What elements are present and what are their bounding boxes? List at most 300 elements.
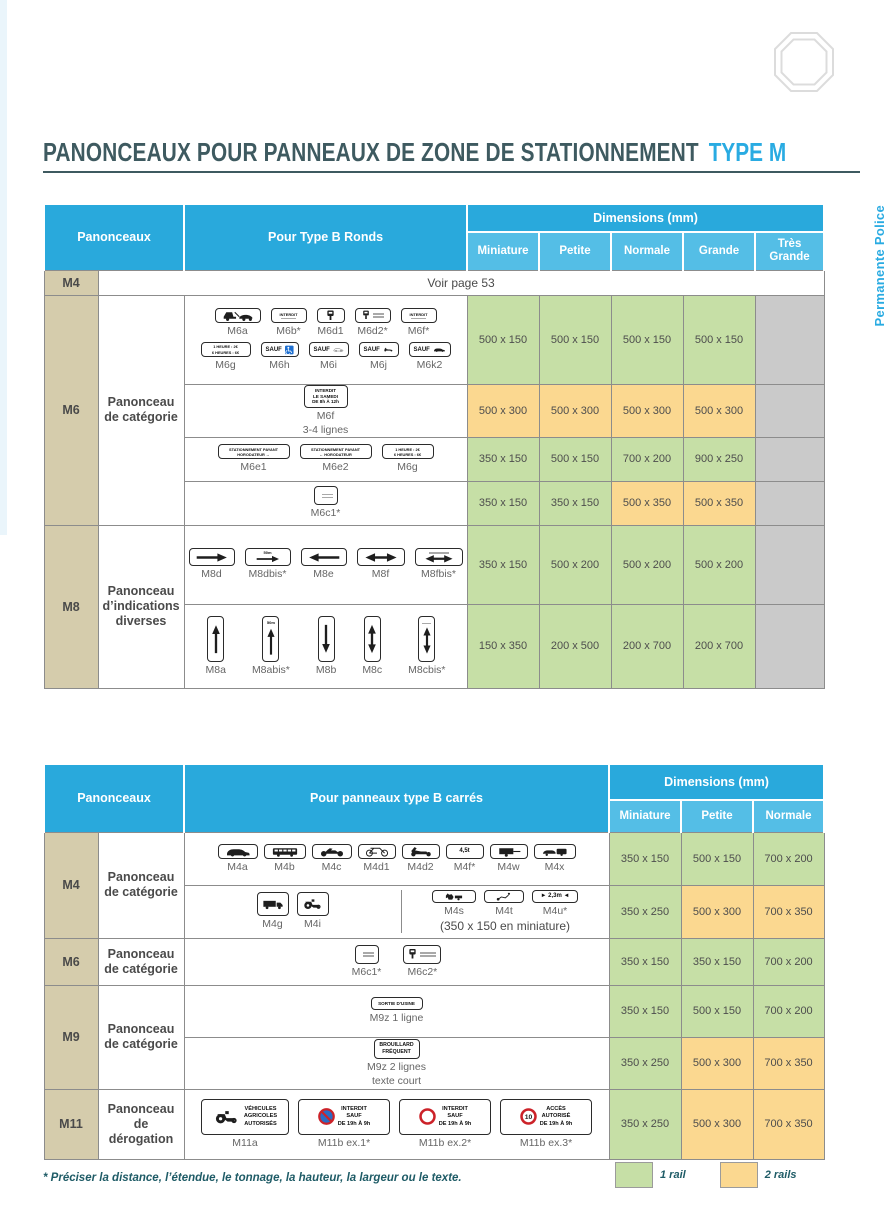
- dim-tres-grande-empty: [755, 525, 824, 604]
- sign-label: M6j: [370, 359, 387, 371]
- sign-m6j: [359, 342, 399, 371]
- fine-print: [411, 318, 426, 320]
- dim-normale: 700 x 200: [753, 832, 824, 885]
- sign-label: M4c: [321, 860, 342, 873]
- dim-petite: 500 x 300: [681, 885, 753, 938]
- interdit-text: INTERDIT: [410, 312, 428, 320]
- sign-m4x: [534, 844, 576, 873]
- tractor-icon: [302, 897, 324, 911]
- signs-m4-row2-right: [402, 890, 609, 932]
- sign-m11b-ex2: [399, 1099, 491, 1149]
- sign-m6f-small: [401, 308, 437, 337]
- arrow-double-vertical-icon: [367, 621, 377, 657]
- sign-m4u: [532, 890, 578, 917]
- row-m4-voir: [44, 270, 824, 295]
- sign-m4i-badge: [297, 892, 329, 916]
- side-tab-permanente-police: Permanente Police: [872, 205, 887, 327]
- sign-m6c1-badge: [355, 945, 379, 964]
- sign-m8a: [206, 616, 226, 676]
- stationnement-payant-text: STATIONNEMENT PAYANT ← HORODATEUR: [311, 446, 361, 457]
- brouillard-text: BROUILLARD FRÉQUENT: [379, 1042, 414, 1055]
- sign-m4c-badge: [312, 844, 352, 859]
- sign-m8cbis-badge: [418, 616, 435, 662]
- row-m9-1: [44, 985, 824, 1037]
- title-underline: [43, 171, 860, 173]
- sign-m6c1: [185, 486, 467, 519]
- arrow-up-icon: [211, 621, 221, 657]
- sign-m6g: [201, 342, 251, 371]
- sign-m6b: [271, 308, 307, 337]
- sign-m6g2-badge: [382, 444, 434, 459]
- desc-m11: Panonceau de dérogation: [98, 1089, 184, 1159]
- prohibition-ring-icon: [419, 1108, 436, 1125]
- header-size-petite: Petite: [681, 800, 753, 832]
- sign-label: M11b ex.2*: [418, 1136, 472, 1149]
- signs-m6e: [184, 437, 467, 481]
- header-dimensions: Dimensions (mm): [467, 204, 824, 232]
- sign-m4b-badge: [264, 844, 306, 859]
- trailer-icon: [496, 846, 522, 857]
- page-title: [43, 137, 786, 168]
- tow-truck-icon: [220, 309, 256, 322]
- car-icon: [433, 346, 446, 353]
- legend-label-1rail: 1 rail: [660, 1169, 686, 1181]
- sign-m6f-badge: [304, 385, 348, 408]
- pushed-machine-icon: [491, 892, 517, 901]
- dim-tres-grande-empty: [755, 384, 824, 437]
- code-m6: M6: [44, 295, 98, 525]
- svg-text:10: 10: [524, 1114, 532, 1122]
- sign-label: M8cbis*: [408, 663, 446, 676]
- interdit-text: INTERDIT: [280, 312, 298, 320]
- sign-label: M4t: [495, 905, 513, 918]
- sign-label: M6b*: [276, 324, 301, 337]
- sign-m6e2-badge: [300, 444, 372, 459]
- table-type-b-ronds: [43, 203, 825, 689]
- dim-normale: 700 x 350: [753, 885, 824, 938]
- sign-m4f: [446, 844, 484, 873]
- sign-label: M6g: [215, 359, 236, 371]
- header-size-miniature: Miniature: [609, 800, 681, 832]
- signs-m4-row2: [184, 885, 609, 938]
- dim-normale: 500 x 200: [611, 525, 683, 604]
- sign-label: M4s: [444, 905, 464, 918]
- dim-normale: 500 x 150: [611, 295, 683, 384]
- dim-grande: 900 x 250: [683, 437, 755, 481]
- sign-m4w-badge: [490, 844, 528, 859]
- signs-m8-horizontal: [184, 525, 467, 604]
- sign-m9z1-badge: [371, 997, 423, 1010]
- desc-m4: Panonceau de catégorie: [98, 832, 184, 938]
- dim-miniature: 350 x 150: [609, 832, 681, 885]
- bus-icon: [269, 846, 301, 857]
- dim-normale: 500 x 350: [611, 481, 683, 525]
- tarif-text: 1 HEURE : 2€ 6 HEURES : 6€: [211, 344, 240, 355]
- arrow-right-icon: [194, 552, 230, 563]
- sign-m6c2-badge: [403, 945, 441, 964]
- sign-m6d2-badge: [355, 308, 391, 323]
- dim-grande: 500 x 300: [683, 384, 755, 437]
- sign-m4s-badge: [432, 890, 476, 903]
- dim-miniature: 350 x 250: [609, 1089, 681, 1159]
- signs-m4-row2-left: [185, 890, 402, 932]
- sign-label: M11b ex.1*: [317, 1136, 371, 1149]
- signs-m6f: [184, 384, 467, 437]
- dim-petite: 500 x 200: [539, 525, 611, 604]
- sign-m8d: [189, 548, 235, 580]
- m11a-text: VÉHICULES AGRICOLES AUTORISÉS: [243, 1105, 278, 1127]
- sign-m9z-2-lignes: [185, 1039, 609, 1087]
- dim-petite: 500 x 150: [539, 295, 611, 384]
- sign-m9z2-badge: [374, 1039, 420, 1059]
- moped-icon: [408, 846, 434, 857]
- fine-print: [422, 623, 431, 625]
- sign-label: M4x: [544, 860, 565, 873]
- sign-m4f-badge: [446, 844, 484, 859]
- sign-m8dbis-badge: [245, 548, 291, 566]
- sign-label: M11a: [232, 1136, 258, 1149]
- stationnement-payant-text: STATIONNEMENT PAYANT HORODATEUR →: [229, 446, 279, 457]
- sign-label: M9z 1 ligne: [369, 1012, 424, 1025]
- dim-tres-grande-empty: [755, 437, 824, 481]
- header-panonceaux: Panonceaux: [44, 204, 184, 270]
- sign-m4u-badge: [532, 890, 578, 903]
- dim-miniature: 500 x 300: [467, 384, 539, 437]
- dim-miniature: 350 x 250: [609, 1037, 681, 1089]
- dim-miniature: 350 x 150: [609, 938, 681, 985]
- page-title-main: PANONCEAUX POUR PANNEAUX DE ZONE DE STATIONNEMENT: [43, 137, 699, 167]
- sign-label: M6h: [269, 359, 290, 371]
- sign-m4a-badge: [218, 844, 258, 859]
- truck-icon: [262, 898, 284, 911]
- sign-m8abis: [252, 616, 290, 676]
- desc-m8: Panonceau d’indications diverses: [98, 525, 184, 688]
- sign-m4s: [432, 890, 476, 917]
- car-outline-icon: [333, 346, 344, 353]
- m4-note: Voir page 53: [98, 270, 824, 295]
- sign-m8c: [362, 616, 382, 676]
- sign-m6c1-badge: [314, 486, 338, 505]
- sign-label2: 3-4 lignes: [302, 424, 349, 437]
- arrow-right-icon: [251, 555, 285, 563]
- sign-label: M6f: [316, 410, 335, 423]
- dim-petite: 500 x 150: [539, 437, 611, 481]
- signs-m9z1: [184, 985, 609, 1037]
- sign-label: M6f*: [407, 324, 430, 337]
- m11b-ex3-text: ACCÈS AUTORISÉ DE 19h À 9h: [539, 1105, 573, 1127]
- fine-print: [322, 494, 333, 499]
- sign-label: M4b: [274, 860, 295, 873]
- dim-miniature: 350 x 250: [609, 885, 681, 938]
- sign-m8f: [357, 548, 405, 580]
- sign-m8c-badge: [364, 616, 381, 662]
- dim-miniature: 350 x 150: [467, 481, 539, 525]
- distance-text: 50m: [266, 619, 275, 625]
- sign-m8e: [301, 548, 347, 580]
- dim-petite: 500 x 300: [681, 1089, 753, 1159]
- row-m11: [44, 1089, 824, 1159]
- sign-m6j-badge: [359, 342, 399, 357]
- speed-limit-10-icon: [520, 1108, 537, 1125]
- header-panonceaux: Panonceaux: [44, 764, 184, 832]
- sign-label: M4u*: [542, 905, 568, 918]
- sign-label: M4d1: [363, 860, 390, 873]
- sign-m8b: [316, 616, 336, 676]
- miniature-note: (350 x 150 en miniature): [439, 918, 571, 933]
- dim-petite: 500 x 150: [681, 985, 753, 1037]
- code-m4: M4: [44, 832, 98, 938]
- dim-miniature: 350 x 150: [467, 525, 539, 604]
- sauf-text: SAUF: [363, 346, 380, 353]
- fine-print: [420, 952, 436, 957]
- interdit-samedi-text: INTERDIT LE SAMEDI DE 8h À 12h: [312, 387, 339, 405]
- tarif-text: 1 HEURE : 2€ 6 HEURES : 6€: [393, 446, 422, 457]
- signs-m4-row1: [184, 832, 609, 885]
- sign-label: M4a: [227, 860, 248, 873]
- table-type-b-carres: [43, 763, 825, 1160]
- sign-label: M4i: [304, 918, 321, 931]
- dim-grande: 500 x 350: [683, 481, 755, 525]
- sign-m4i: [297, 892, 329, 930]
- sign-m6c2: [403, 945, 441, 978]
- sign-m6d2: [355, 308, 391, 337]
- sign-label: M6c1*: [351, 965, 382, 978]
- sign-label: M6d2*: [357, 324, 388, 337]
- sortie-usine-text: SORTIE D'USINE: [378, 1001, 415, 1007]
- sign-m6a-badge: [215, 308, 261, 323]
- sign-m4d2: [402, 844, 440, 873]
- sign-label: M4d2: [407, 860, 434, 873]
- tractor-icon: [213, 1108, 241, 1126]
- sign-label: M6i: [320, 359, 337, 371]
- parking-meter-icon: [408, 948, 417, 960]
- signs-m11: [184, 1089, 609, 1159]
- arrow-left-icon: [306, 552, 342, 563]
- sign-label: M4w: [497, 860, 520, 873]
- parking-meter-icon: [362, 310, 370, 320]
- arrow-down-icon: [321, 621, 331, 657]
- dim-normale: 500 x 300: [611, 384, 683, 437]
- sign-m8f-badge: [357, 548, 405, 566]
- sign-label: M8e: [313, 568, 334, 581]
- m11b-ex2-text: INTERDIT SAUF DE 19h À 9h: [438, 1105, 472, 1127]
- dim-petite: 500 x 300: [539, 384, 611, 437]
- sign-label: M6c2*: [407, 965, 438, 978]
- sign-m6i: [309, 342, 349, 371]
- header-size-normale: Normale: [753, 800, 824, 832]
- row-m4-1: [44, 832, 824, 885]
- dim-grande: 200 x 700: [683, 604, 755, 688]
- dim-petite: 350 x 150: [681, 938, 753, 985]
- sign-m8abis-badge: [262, 616, 279, 662]
- header-size-tres-grande: Très Grande: [755, 232, 824, 270]
- arrow-up-icon: [266, 626, 276, 657]
- bicycle-icon: [364, 846, 390, 857]
- sign-label: M6k2: [416, 359, 443, 371]
- code-m6: M6: [44, 938, 98, 985]
- sign-m6f-3-4-lignes: [185, 385, 467, 436]
- sign-label: M8f: [371, 568, 390, 581]
- sign-label: M8a: [205, 663, 226, 676]
- sign-label: M6a: [227, 324, 248, 337]
- legend-swatch-1rail: [615, 1162, 653, 1188]
- dim-miniature: 350 x 150: [609, 985, 681, 1037]
- sign-m11a: [201, 1099, 289, 1149]
- sign-m6g-badge: [201, 342, 251, 357]
- dim-grande: 500 x 150: [683, 295, 755, 384]
- signs-m8-vertical: [184, 604, 467, 688]
- sign-m4t-badge: [484, 890, 524, 903]
- sign-m4w: [490, 844, 528, 873]
- header-dimensions: Dimensions (mm): [609, 764, 824, 800]
- row-m8-1: [44, 525, 824, 604]
- motorcycle-icon: [318, 846, 346, 857]
- header-size-miniature: Miniature: [467, 232, 539, 270]
- code-m9: M9: [44, 985, 98, 1089]
- width-limit-text: ► 2,3m ◄: [540, 893, 570, 900]
- sign-m4b: [264, 844, 306, 873]
- sign-m8fbis: [415, 548, 463, 580]
- header-size-normale: Normale: [611, 232, 683, 270]
- parking-meter-icon: [326, 310, 335, 321]
- no-parking-sign-icon: [318, 1108, 335, 1125]
- sign-m8cbis: [408, 616, 445, 676]
- distance-text: 50m: [263, 550, 272, 556]
- sign-m6a: [215, 308, 261, 337]
- sign-m6g2: [382, 444, 434, 473]
- arrow-double-horizontal-icon: [362, 552, 400, 563]
- sign-label: M6g: [397, 461, 418, 474]
- sign-m11b-ex3-badge: [500, 1099, 592, 1135]
- header-pour-panneaux-b-carres: Pour panneaux type B carrés: [184, 764, 609, 832]
- dim-miniature: 350 x 150: [467, 437, 539, 481]
- dim-petite: 200 x 500: [539, 604, 611, 688]
- arrow-double-vertical-icon: [422, 625, 432, 656]
- dim-normale: 700 x 350: [753, 1037, 824, 1089]
- sign-m6e2: [300, 444, 372, 473]
- rail-legend: [615, 1162, 797, 1188]
- sign-label: M8d: [201, 568, 222, 581]
- fine-print: [373, 313, 384, 318]
- sign-m4d1-badge: [358, 844, 396, 859]
- dim-tres-grande-empty: [755, 295, 824, 384]
- desc-m6: Panonceau de catégorie: [98, 295, 184, 525]
- sign-m6h-badge: [261, 342, 299, 357]
- sign-label: M9z 2 lignes: [367, 1060, 426, 1073]
- sign-m6i-badge: [309, 342, 349, 357]
- sign-m4a: [218, 844, 258, 873]
- sign-label: M8dbis*: [248, 568, 287, 581]
- sign-m6c1: [352, 945, 382, 978]
- sign-m11a-badge: [201, 1099, 289, 1135]
- sign-label: M8abis*: [251, 663, 290, 676]
- code-m11: M11: [44, 1089, 98, 1159]
- tonnage-text: 4,5t: [459, 847, 470, 854]
- dim-normale: 700 x 350: [753, 1089, 824, 1159]
- desc-m9: Panonceau de catégorie: [98, 985, 184, 1089]
- sign-m8b-badge: [318, 616, 335, 662]
- sign-m8a-badge: [207, 616, 224, 662]
- sign-label: M6d1: [317, 324, 344, 337]
- signs-m9z2: [184, 1037, 609, 1089]
- row-m6-1: [44, 295, 824, 384]
- sign-m8d-badge: [189, 548, 235, 566]
- dim-normale: 700 x 200: [753, 938, 824, 985]
- dim-tres-grande-empty: [755, 604, 824, 688]
- sign-m6d1-badge: [317, 308, 345, 323]
- signs-m6-row1: [184, 295, 467, 384]
- sign-m4t: [484, 890, 524, 917]
- sign-m6b-badge: [271, 308, 307, 323]
- two-wheeler-icon: [383, 346, 394, 353]
- footnote: * Préciser la distance, l’étendue, le tonnage, la hauteur, la largeur ou le texte.: [43, 1172, 462, 1184]
- dim-normale: 200 x 700: [611, 604, 683, 688]
- legend-swatch-2rails: [720, 1162, 758, 1188]
- sauf-text: SAUF: [265, 346, 282, 353]
- dim-petite: 500 x 300: [681, 1037, 753, 1089]
- dim-miniature: 500 x 150: [467, 295, 539, 384]
- wheelchair-icon: [285, 345, 294, 355]
- header-size-grande: Grande: [683, 232, 755, 270]
- dim-petite: 350 x 150: [539, 481, 611, 525]
- fine-print: [281, 318, 296, 320]
- sign-m6e1: [218, 444, 290, 473]
- dim-normale: 700 x 200: [753, 985, 824, 1037]
- m11b-ex1-text: INTERDIT SAUF DE 19h À 9h: [337, 1105, 371, 1127]
- sign-m4x-badge: [534, 844, 576, 859]
- code-m4: M4: [44, 270, 98, 295]
- octagon-logo: [772, 30, 836, 94]
- sign-label: M8c: [362, 663, 383, 676]
- sign-m6e1-badge: [218, 444, 290, 459]
- sign-m4g: [257, 892, 289, 930]
- sign-m8fbis-badge: [415, 548, 463, 566]
- sign-label2: texte court: [372, 1074, 422, 1087]
- car-icon: [223, 846, 253, 857]
- sign-m6h: [261, 342, 299, 371]
- sign-label: M8b: [315, 663, 337, 676]
- dim-tres-grande-empty: [755, 481, 824, 525]
- sign-m6k2: [409, 342, 451, 371]
- desc-m6: Panonceau de catégorie: [98, 938, 184, 985]
- signs-m6c: [184, 938, 609, 985]
- sign-m4c: [312, 844, 352, 873]
- legend-label-2rails: 2 rails: [764, 1169, 797, 1181]
- row-m6: [44, 938, 824, 985]
- arrow-double-horizontal-icon: [421, 554, 457, 564]
- sign-m11b-ex1: [298, 1099, 390, 1149]
- car-caravan-icon: [539, 846, 571, 857]
- signs-m6c1: [184, 481, 467, 525]
- sign-label: M8fbis*: [421, 568, 457, 581]
- sign-m11b-ex3: [500, 1099, 592, 1149]
- header-size-petite: Petite: [539, 232, 611, 270]
- sign-label: M6c1*: [310, 507, 341, 520]
- sign-label: M4f*: [453, 860, 476, 873]
- dim-miniature: 150 x 350: [467, 604, 539, 688]
- sign-m9z-1-ligne: [185, 997, 609, 1024]
- sign-m4d1: [358, 844, 396, 873]
- sign-label: M6e1: [240, 461, 267, 474]
- sauf-text: SAUF: [313, 346, 330, 353]
- fine-print: [363, 952, 374, 957]
- sign-label: M4g: [262, 918, 283, 931]
- code-m8: M8: [44, 525, 98, 688]
- dim-normale: 700 x 200: [611, 437, 683, 481]
- page-title-accent: TYPE M: [708, 137, 787, 167]
- sign-m6f-badge: [401, 308, 437, 323]
- dim-grande: 500 x 200: [683, 525, 755, 604]
